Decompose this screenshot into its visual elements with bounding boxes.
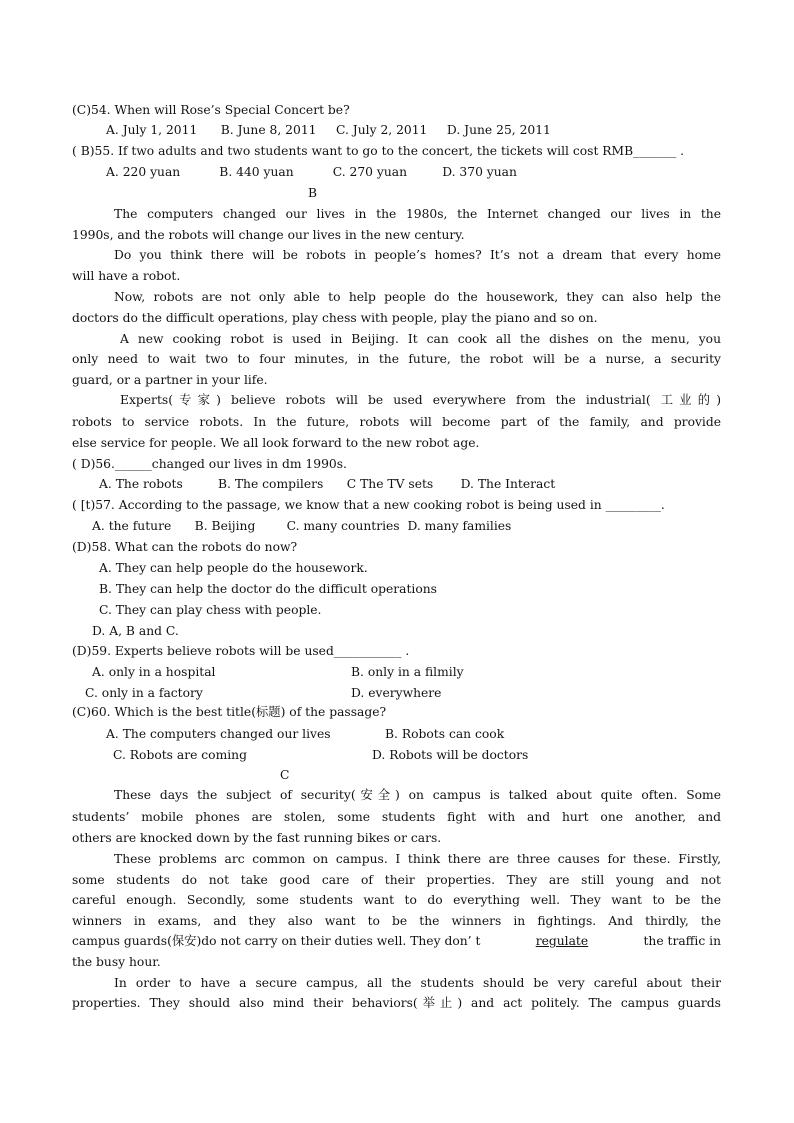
passage-b-line: guard, or a partner in your life. [72, 373, 268, 387]
passage-b-line: will have a robot. [72, 269, 181, 283]
passage-c-line: These days the subject of security(安全) on campus is talked about quite often. Some [114, 788, 721, 802]
passage-b-line: Now, robots are not only able to help people do the housework, they can also help the [114, 290, 721, 304]
passage-b-line: The computers changed our lives in the 1980s, the Internet changed our lives in the [114, 207, 721, 221]
question-57-stem: ( [t)57. According to the passage, we know that a new cooking robot is being used in _________. [72, 498, 665, 512]
question-56-stem: ( D)56.______changed our lives in dm 1990s. [72, 457, 347, 471]
passage-b-line: doctors do the difficult operations, play chess with people, play the piano and so on. [72, 311, 598, 325]
question-54-options: A. July 1, 2011 B. June 8, 2011 C. July 2, 2011 D. June 25, 2011 [106, 123, 551, 137]
question-60-option-a: A. The computers changed our lives [106, 727, 331, 741]
question-54-stem: (C)54. When will Rose’s Special Concert be? [72, 103, 350, 117]
question-59-option-b: B. only in a filmily [351, 665, 464, 679]
question-60-option-c: C. Robots are coming [113, 748, 247, 762]
passage-c-line: These problems arc common on campus. I think there are three causes for these. Firstly, [114, 852, 721, 866]
question-58-option-d: D. A, B and C. [92, 624, 179, 638]
section-b-heading: B [308, 186, 318, 200]
passage-c-line: careful enough. Secondly, some students want to do everything well. They want to be the [72, 893, 721, 907]
guard-line-after: the traffic in [643, 934, 721, 948]
question-58-stem: (D)58. What can the robots do now? [72, 540, 298, 554]
passage-b-line: robots to service robots. In the future, robots will become part of the family, and provide [72, 415, 721, 429]
question-59-stem: (D)59. Experts believe robots will be used___________ . [72, 644, 410, 658]
question-58-option-a: A. They can help people do the housework. [99, 561, 368, 575]
passage-c-line: properties. They should also mind their behaviors(举止) and act politely. The campus guards [72, 996, 721, 1010]
question-58-option-b: B. They can help the doctor do the difficult operations [99, 582, 437, 596]
question-57-options: A. the future B. Beijing C. many countries D. many families [92, 519, 512, 533]
passage-b-line: Do you think there will be robots in people’s homes? It’s not a dream that every home [114, 248, 721, 262]
passage-c-line: In order to have a secure campus, all the students should be very careful about their [114, 976, 721, 990]
passage-b-line: only need to wait two to four minutes, in the future, the robot will be a nurse, a security [72, 352, 721, 366]
passage-b-line: A new cooking robot is used in Beijing. It can cook all the dishes on the menu, you [120, 332, 721, 346]
question-59-option-a: A. only in a hospital [92, 665, 216, 679]
question-60-option-b: B. Robots can cook [385, 727, 505, 741]
passage-c-line: students’ mobile phones are stolen, some students fight with and hurt one another, and [72, 810, 721, 824]
passage-c-guard-line [72, 933, 721, 949]
passage-b-line: Experts(专家) believe robots will be used everywhere from the industrial( 工业的) [120, 393, 721, 407]
section-c-heading: C [280, 768, 290, 782]
regulate-word: regulate [535, 934, 589, 948]
passage-c-line: winners in exams, and they also want to be the winners in fightings. And thirdly, the [72, 914, 721, 928]
question-55-options: A. 220 yuan B. 440 yuan C. 270 yuan D. 370 yuan [106, 165, 517, 179]
question-58-option-c: C. They can play chess with people. [99, 603, 322, 617]
question-60-option-d: D. Robots will be doctors [372, 748, 529, 762]
passage-b-line: 1990s, and the robots will change our lives in the new century. [72, 228, 465, 242]
question-59-option-d: D. everywhere [351, 686, 442, 700]
passage-c-line: the busy hour. [72, 955, 161, 969]
question-55-stem: ( B)55. If two adults and two students want to go to the concert, the tickets will cost RMB_______ . [72, 144, 685, 158]
passage-c-line: others are knocked down by the fast running bikes or cars. [72, 831, 442, 845]
question-60-stem: (C)60. Which is the best title(标题) of the passage? [72, 705, 387, 719]
passage-c-line: some students do not take good care of their properties. They are still young and not [72, 873, 721, 887]
passage-b-line: else service for people. We all look forward to the new robot age. [72, 436, 480, 450]
question-59-option-c: C. only in a factory [85, 686, 203, 700]
guard-line-before: campus guards(保安)do not carry on their duties well. They don’ t [72, 934, 481, 948]
question-56-options: A. The robots B. The compilers C The TV sets D. The Interact [99, 477, 556, 491]
